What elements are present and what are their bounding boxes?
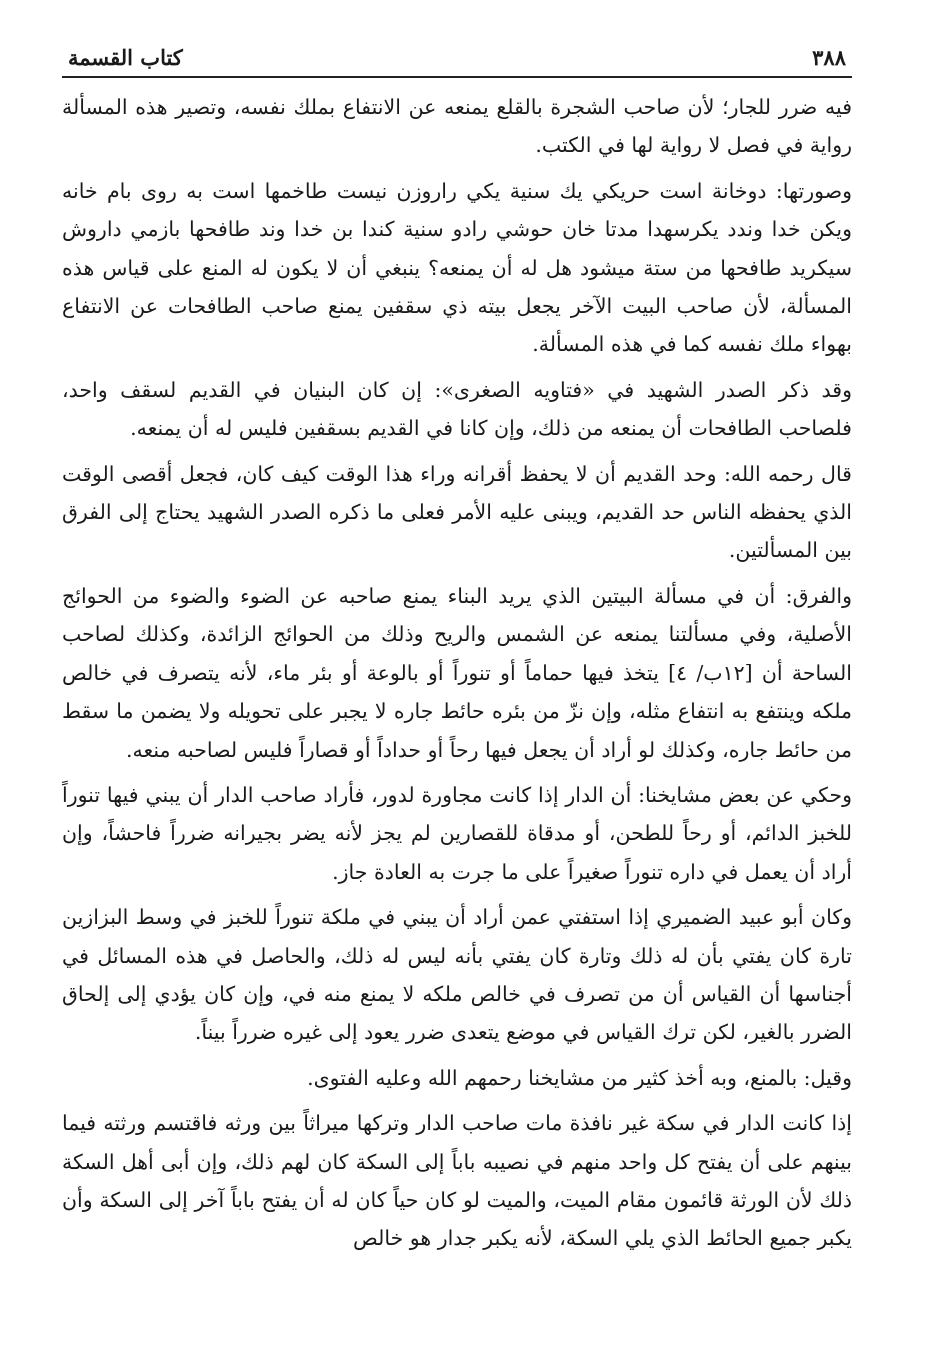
paragraph-7: وكان أبو عبيد الضميري إذا استفتي عمن أراد أن يبني في ملكة تنوراً للخبز في وسط البزازين تارة كان يفتي بأن له ذلك وتارة كان يفتي بأنه ليس له ذلك، والحاصل في هذه المسائل في أجناسها أن القياس أن من تصرف في خالص ملكه لا يمنع منه في، وإن كان يؤدي إلى إلحاق الضرر بالغير، لكن ترك القياس في موضع يتعدى ضرر يعود إلى غيره ضرراً بيناً. [62, 905, 852, 1045]
paragraph-8: وقيل: بالمنع، وبه أخذ كثير من مشايخنا رحمهم الله وعليه الفتوى. [307, 1065, 852, 1090]
paragraph-6: وحكي عن بعض مشايخنا: أن الدار إذا كانت مجاورة لدور، فأراد صاحب الدار أن يبني فيها تنوراً للخبز الدائم، أو رحاً للطحن، أو مدقاة للقصارين لم يجز لأنه يضر بجيرانه ضرراً فاحشاً، وإن أراد أن يعمل في داره تنوراً صغيراً على ما جرت به العادة جاز. [62, 782, 852, 884]
header-rule [62, 76, 852, 78]
paragraph-2: وصورتها: دوخانة است حريكي يك سنية يكي راروزن نيست طاخمها است به روى بام خانه ويكن خدا وندد يكرسهدا مدتا خان حوشي رادو سنية كندا بن خدا وند طافحها بازمي داروش سيكريد طافحها من ستة ميشود هل له أن يمنعه؟ ينبغي أن لا يكون له المنع على قياس هذه المسألة، لأن صاحب البيت الآخر يجعل بيته ذي سقفين يمنع صاحب الطافحات عن الانتفاع بهواء ملك نفسه كما في هذه المسألة. [62, 178, 852, 357]
running-head [62, 38, 852, 70]
paragraph-9: إذا كانت الدار في سكة غير نافذة مات صاحب الدار وتركها ميراثاً بين ورثه فاقتسم ورثته فيما بينهم على أن يفتح كل واحد منهم في نصيبه باباً إلى السكة كان لهم ذلك، وإن أبى أهل السكة ذلك لأن الورثة قائمون مقام الميت، والميت لو كان حياً كان له أن يفتح باباً آخر إلى السكة وأن يكبر جميع الحائط الذي يلي السكة، لأنه يكبر جدار هو خالص [62, 1111, 852, 1251]
page-number: ٣٨٨ [812, 45, 846, 70]
paragraph-1: فيه ضرر للجار؛ لأن صاحب الشجرة بالقلع يمنعه عن الانتفاع بملك نفسه، وتصير هذه المسألة رواية في فصل لا رواية لها في الكتب. [62, 95, 852, 158]
book-page [62, 38, 852, 1348]
paragraph-4: قال رحمه الله: وحد القديم أن لا يحفظ أقرانه وراء هذا الوقت كيف كان، فجعل أقصى الوقت الذي يحفظه الناس حد القديم، ويبنى عليه الأمر فعلى ما ذكره الصدر الشهيد يحتاج إلى الفرق بين المسألتين. [62, 461, 852, 563]
paragraph-5: والفرق: أن في مسألة البيتين الذي يريد البناء يمنع صاحبه عن الضوء والضوء من الحوائج الأصلية، وفي مسألتنا يمنعه عن الشمس والريح وذلك من الحوائج الزائدة، وكذلك لصاحب الساحة أن [١٢ب/ ٤] يتخذ فيها حماماً أو تنوراً أو بالوعة أو بئر ماء، لأنه يتصرف في خالص ملكه وينتفع به انتفاع مثله، وإن نزّ من بئره حائط جاره لا يجبر على تحويله ولا يضمن ما سقط من حائط جاره، وكذلك لو أراد أن يجعل فيها رحاً أو حداداً أو قصاراً فليس لصاحبه منعه. [62, 583, 852, 762]
body-text [62, 88, 852, 1258]
paragraph-3: وقد ذكر الصدر الشهيد في «فتاويه الصغرى»: إن كان البنيان في القديم لسقف واحد، فلصاحب الطافحات أن يمنعه من ذلك، وإن كانا في القديم بسقفين فليس له أن يمنعه. [62, 377, 853, 441]
book-title: كتاب القسمة [68, 45, 183, 70]
